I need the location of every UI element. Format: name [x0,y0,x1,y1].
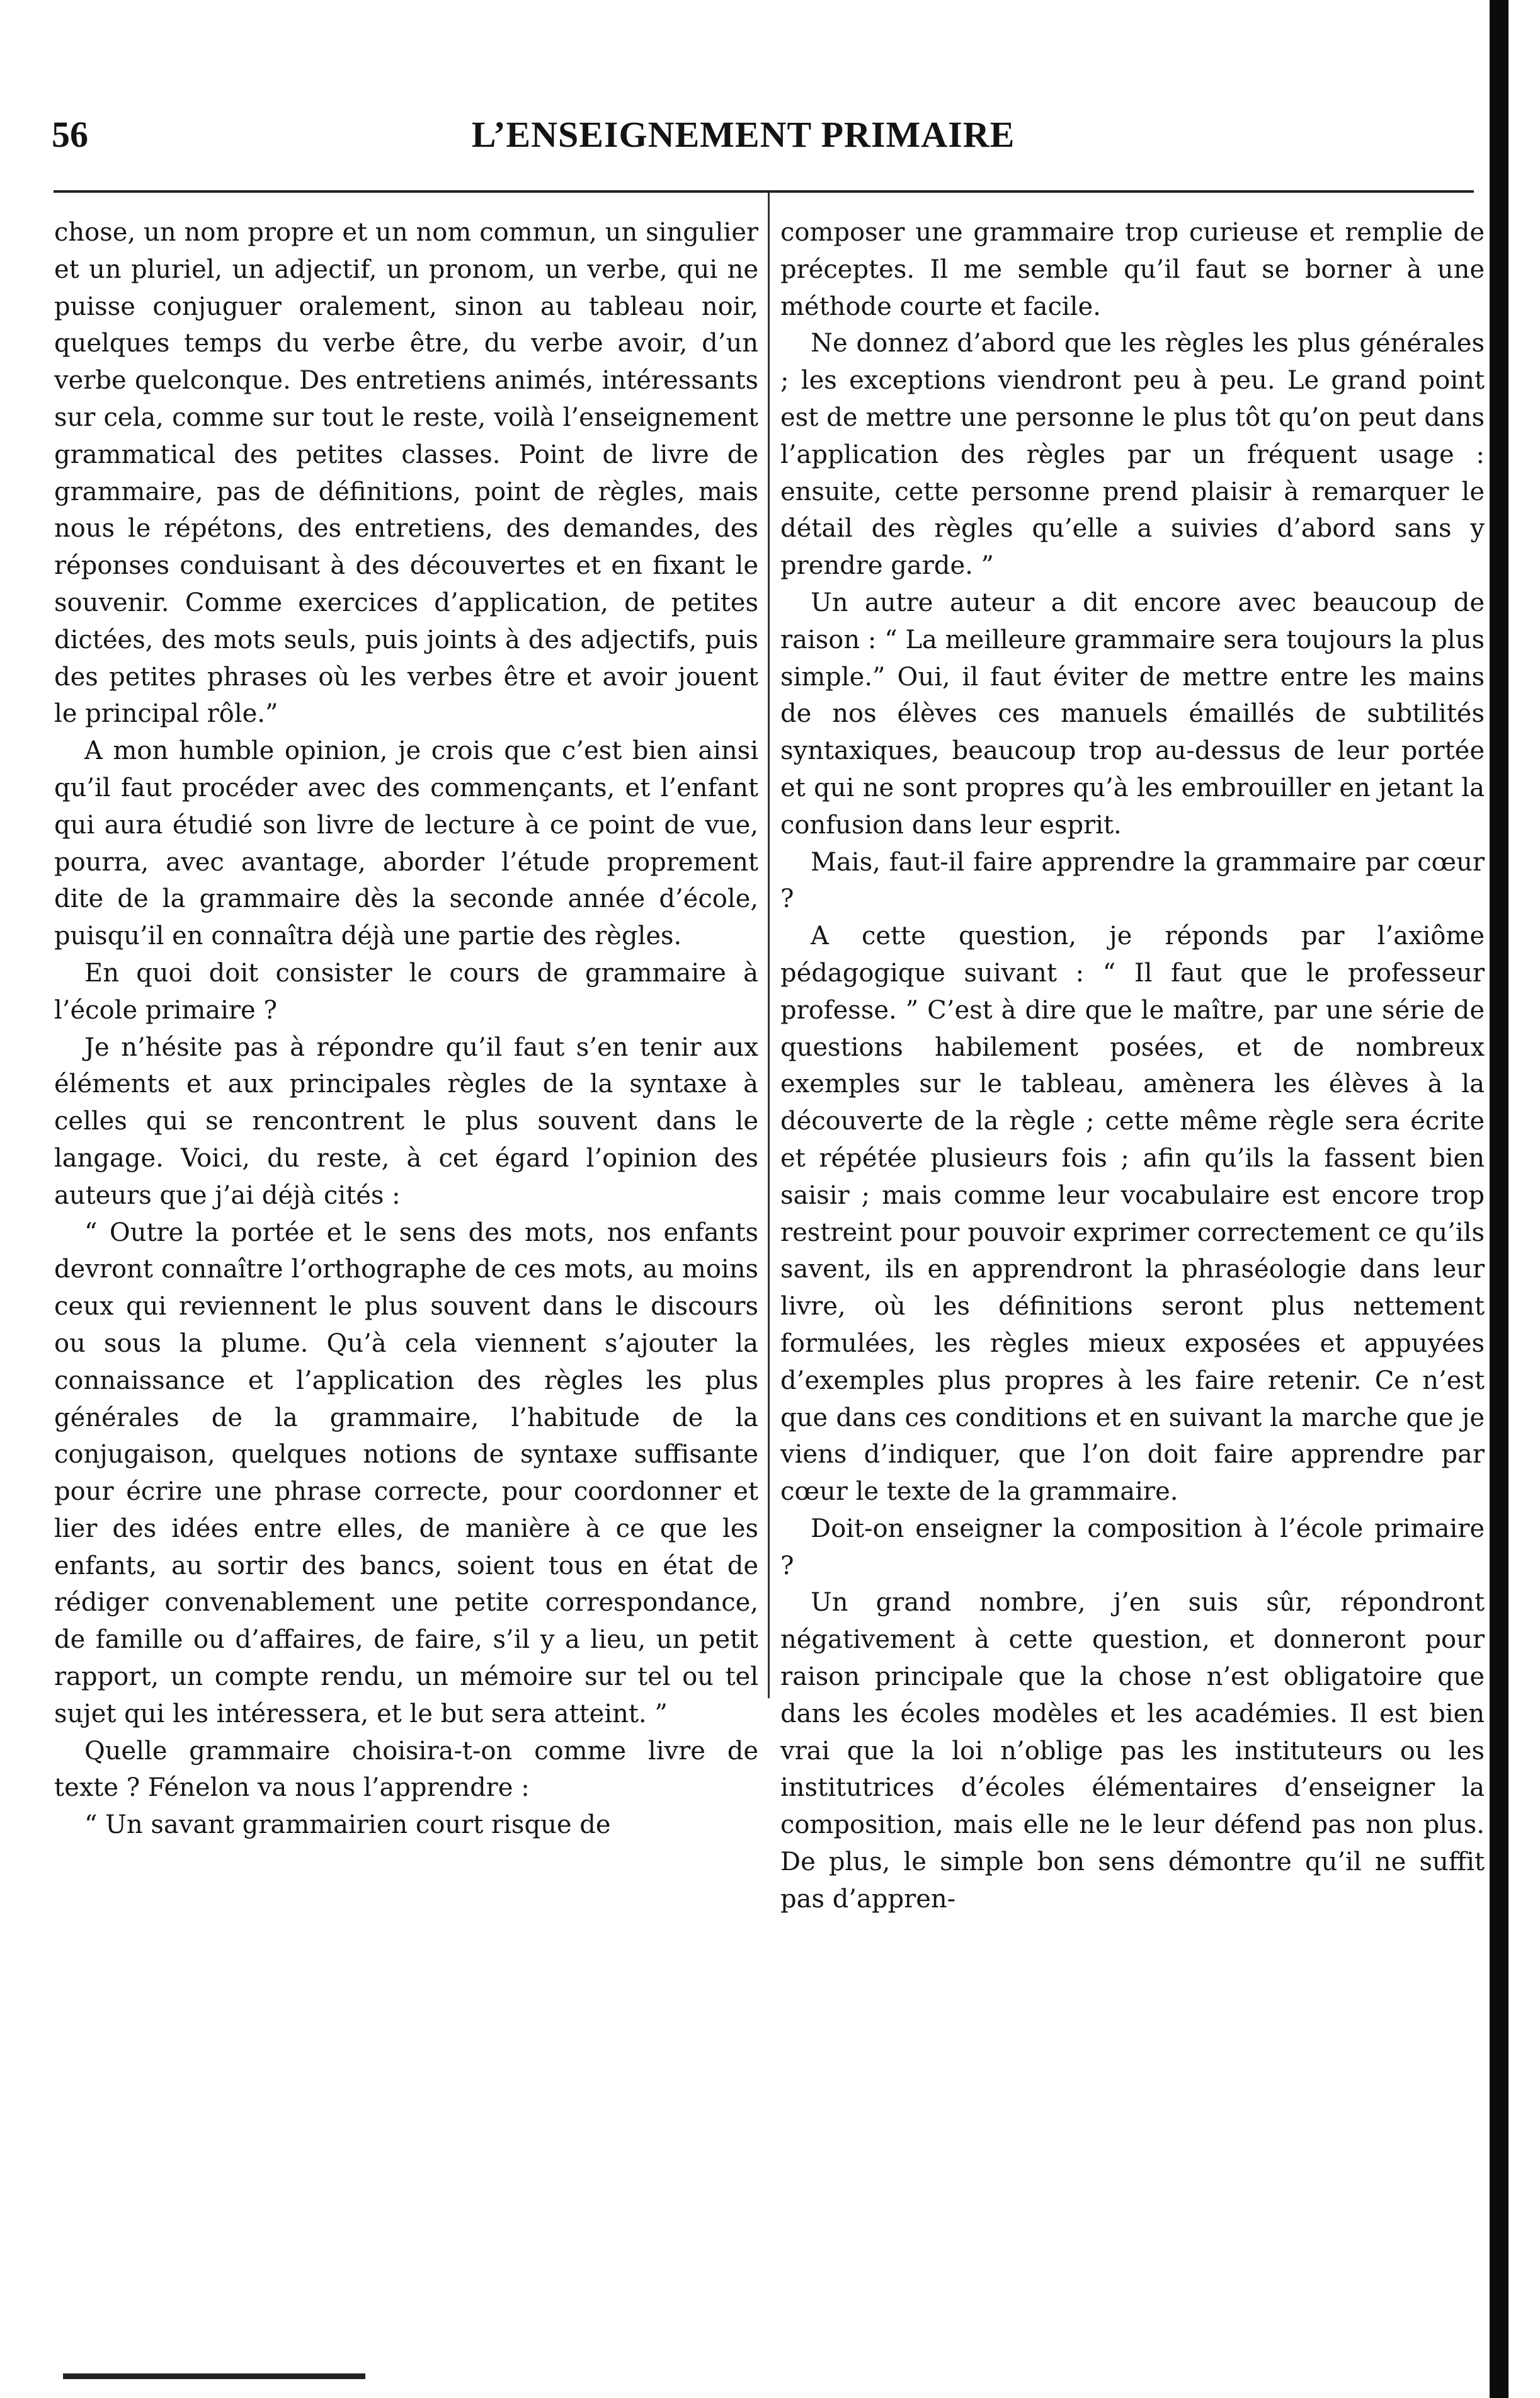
left-column [54,214,758,1844]
paragraph: Un grand nombre, j’en suis sûr, répondront négativement à cette question, et donneront pour raison principale que la chose n’est obligatoire que dans les écoles modèles et les académies. Il est bien vrai que la loi n’oblige pas les instituteurs ou les institutrices d’écoles élémentaires d’enseigner la composition, mais elle ne le leur défend pas non plus. De plus, le simple bon sens démontre qu’il ne suffit pas d’appren- [780,1588,1485,1914]
paragraph: A cette question, je réponds par l’axiôme pédagogique suivant : “ Il faut que le professeur professe. ” C’est à dire que le maître, par une série de questions habilement posées, et de nombreux exemples sur le tableau, amènera les élèves à la découverte de la règle ; cette même règle sera écrite et répétée plusieurs fois ; afin qu’ils la fassent bien saisir ; mais comme leur vocabulaire est encore trop restreint pour pouvoir exprimer correctement ce qu’ils savent, ils en apprendront la phraséologie dans leur livre, où les définitions seront plus nettement formulées, les règles mieux exposées et appuyées d’exemples plus propres à les faire retenir. Ce n’est que dans ces conditions et en suivant la marche que je viens d’indiquer, que l’on doit faire apprendre par cœur le texte de la grammaire. [780,922,1485,1507]
scan-edge-bar [1490,0,1509,2398]
paragraph: Mais, faut-il faire apprendre la grammaire par cœur ? [780,847,1485,914]
paragraph: Ne donnez d’abord que les règles les plus générales ; les exceptions viendront peu à peu. Le grand point est de mettre une personne le plus tôt qu’on peut dans l’application des règles par un fréquent usage : ensuite, cette personne prend plaisir à remarquer le détail des règles qu’elle a suivies d’abord sans y prendre garde. ” [780,329,1485,581]
paragraph: composer une grammaire trop curieuse et remplie de préceptes. Il me semble qu’il faut se borner à une méthode courte et facile. [780,218,1485,321]
running-title: L’ENSEIGNEMENT PRIMAIRE [471,114,1015,155]
page-number: 56 [52,114,88,155]
scan-bottom-mark [63,2373,365,2379]
paragraph: Un autre auteur a dit encore avec beaucoup de raison : “ La meilleure grammaire sera toujours la plus simple.” Oui, il faut éviter de mettre entre les mains de nos élèves ces manuels émaillés de subtilités syntaxiques, beaucoup trop au-dessus de leur portée et qui ne sont propres qu’à les embrouiller en jetant la confusion dans leur esprit. [780,588,1485,840]
paragraph: En quoi doit consister le cours de grammaire à l’école primaire ? [54,958,758,1025]
paragraph: Je n’hésite pas à répondre qu’il faut s’en tenir aux éléments et aux principales règles de la syntaxe à celles qui se rencontrent le plus souvent dans le langage. Voici, du reste, à cet égard l’opinion des auteurs que j’ai déjà cités : [54,1032,758,1210]
right-column [780,214,1485,1918]
quote-paragraph: “ Outre la portée et le sens des mots, nos enfants devront connaître l’orthographe de ces mots, au moins ceux qui reviennent le plus souvent dans le discours ou sous la plume. Qu’à cela viennent s’ajouter la connaissance et l’application des règles les plus générales de la grammaire, l’habitude de la conjugaison, quelques notions de syntaxe suffisante pour écrire une phrase correcte, pour coordonner et lier des idées entre elles, de manière à ce que les enfants, au sortir des bancs, soient tous en état de rédiger convenablement une petite correspondance, de famille ou d’affaires, de faire, s’il y a lieu, un petit rapport, un compte rendu, un mémoire sur tel ou tel sujet qui les intéressera, et le but sera atteint. ” [54,1218,758,1728]
paragraph: A mon humble opinion, je crois que c’est bien ainsi qu’il faut procéder avec des commençants, et l’enfant qui aura étudié son livre de lecture à ce point de vue, pourra, avec avantage, aborder l’étude proprement dite de la grammaire dès la seconde année d’école, puisqu’il en connaîtra déjà une partie des règles. [54,736,758,951]
quote-paragraph: “ Un savant grammairien court risque de [84,1810,611,1840]
paragraph: Quelle grammaire choisira-t-on comme livre de texte ? Fénelon va nous l’apprendre : [54,1736,758,1803]
header-rule [54,190,1474,193]
paragraph: chose, un nom propre et un nom commun, un singulier et un pluriel, un adjectif, un pronom, un verbe, qui ne puisse conjuguer oralement, sinon au tableau noir, quelques temps du verbe être, du verbe avoir, d’un verbe quelconque. Des entretiens animés, intéressants sur cela, comme sur tout le reste, voilà l’enseignement grammatical des petites classes. Point de livre de grammaire, pas de définitions, point de règles, mais nous le répétons, des entretiens, des demandes, des réponses conduisant à des découvertes et en fixant le souvenir. Comme exercices d’application, de petites dictées, des mots seuls, puis joints à des adjectifs, puis des petites phrases où les verbes être et avoir jouent le principal rôle.” [54,218,758,729]
paragraph: Doit-on enseigner la composition à l’école primaire ? [780,1514,1485,1580]
column-divider [768,193,770,1698]
